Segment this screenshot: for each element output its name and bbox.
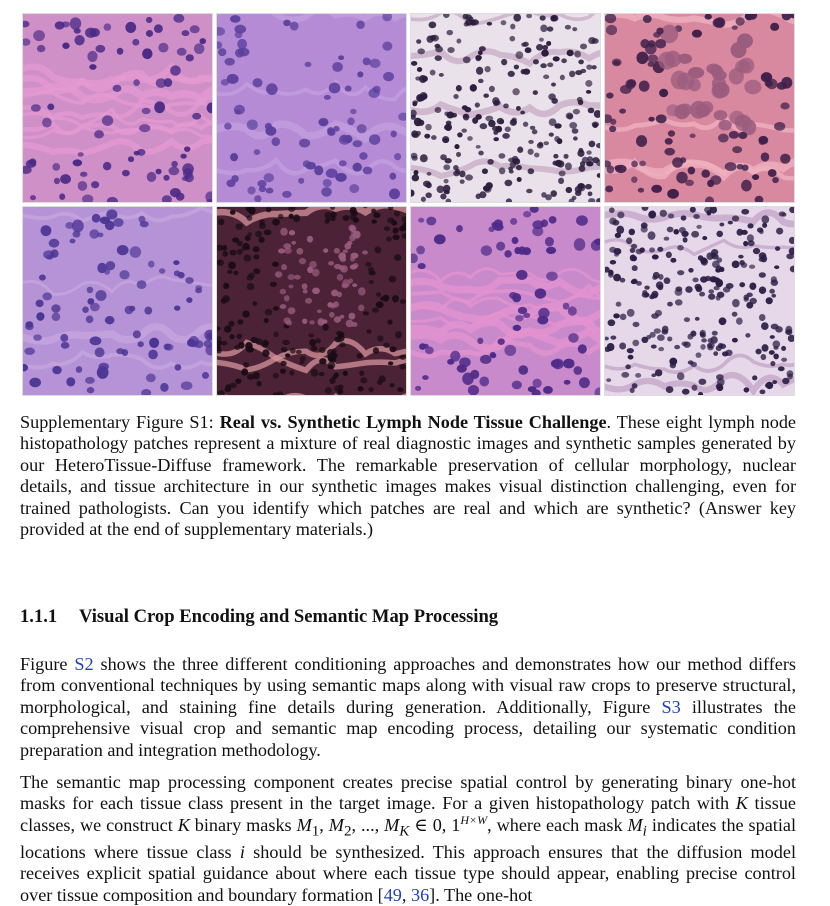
text-run: shows the three different conditioning approaches and demonstrates how our method differs from conventional techniques by using semantic maps along with visual raw crops to preserve structural, morphological, and staining fine details during generation. Additionally, Figure xyxy=(20,654,796,717)
caption-title: Real vs. Synthetic Lymph Node Tissue Challenge xyxy=(219,412,607,432)
math-m: M xyxy=(384,814,400,835)
tissue-texture xyxy=(411,14,600,202)
math-m: M xyxy=(627,814,643,835)
math-sub: 1 xyxy=(311,822,320,840)
histology-patch xyxy=(216,206,407,396)
caption-prefix: Supplementary Figure S1: xyxy=(20,412,220,432)
math-sub: K xyxy=(399,822,410,840)
math-sub: i xyxy=(642,822,647,840)
histology-patch xyxy=(22,13,213,203)
citation-49[interactable]: 49 xyxy=(383,884,402,905)
math-k: K xyxy=(177,814,190,835)
text-run: should be synthesized. This approach ensures that the diffusion model receives explicit spatial guidance about where each tissue type should appear, enabling precise control over tissue composition and boundary formation [ xyxy=(20,841,796,905)
text-run: tissue classes, we construct xyxy=(20,793,796,835)
histology-patch xyxy=(604,13,795,203)
histology-patch xyxy=(216,13,407,203)
tissue-texture xyxy=(23,207,212,395)
math-sup: H×W xyxy=(460,812,488,827)
section-title: Visual Crop Encoding and Semantic Map Processing xyxy=(79,606,499,627)
figure-ref-s3[interactable]: S3 xyxy=(661,696,681,717)
section-number: 1.1.1 xyxy=(20,606,58,627)
text-run: , xyxy=(319,814,329,835)
paragraph-semantic-map xyxy=(20,772,796,906)
text-run: , where each mask xyxy=(487,814,628,835)
text-run: illustrates the comprehensive visual crop and semantic map encoding process, detailing our systematic condition preparation and integration methodology. xyxy=(20,696,796,760)
histology-patch xyxy=(410,13,601,203)
histology-patch xyxy=(22,206,213,396)
tissue-texture xyxy=(411,207,600,395)
tissue-texture xyxy=(23,14,212,202)
figure-ref-s2[interactable]: S2 xyxy=(74,654,94,674)
math-k: K xyxy=(735,793,748,814)
citation-36[interactable]: 36 xyxy=(410,884,430,905)
histology-patch xyxy=(410,206,601,396)
text-run: binary masks xyxy=(189,814,297,835)
section-heading xyxy=(20,606,796,628)
figure-image-grid xyxy=(22,13,794,397)
text-run: Figure xyxy=(20,654,75,674)
math-set: ∈ 0, 1 xyxy=(409,814,461,835)
paragraph-conditioning xyxy=(20,654,796,761)
figure-caption xyxy=(20,412,796,540)
tissue-texture xyxy=(605,14,794,202)
caption-body: . These eight lymph node histopathology patches represent a mixture of real diagnostic images and synthetic samples generated by our HeteroTissue-Diffuse framework. The remarkable preservation of cellular morphology, nuclear details, and tissue architecture in our synthetic images makes visual distinction challenging, even for trained pathologists. Can you identify which patches are real and which are synthetic? (Answer key provided at the end of supplementary materials.) xyxy=(20,412,796,540)
text-run: The semantic map processing component creates precise spatial control by generating binary one-hot masks for each tissue class present in the target image. For a given histopathology patch with xyxy=(20,772,796,814)
math-sub: 2 xyxy=(343,822,352,840)
math-m: M xyxy=(328,814,344,835)
text-run: indicates the spatial locations where tissue class xyxy=(20,814,797,862)
tissue-texture xyxy=(217,207,406,395)
math-i: i xyxy=(239,841,245,862)
histology-patch xyxy=(604,206,795,396)
text-run: ]. The one-hot xyxy=(429,884,533,905)
math-m: M xyxy=(296,814,312,835)
tissue-texture xyxy=(217,14,406,202)
tissue-texture xyxy=(605,207,794,395)
text-run: , ..., xyxy=(351,814,385,835)
text-run: , xyxy=(401,884,411,905)
